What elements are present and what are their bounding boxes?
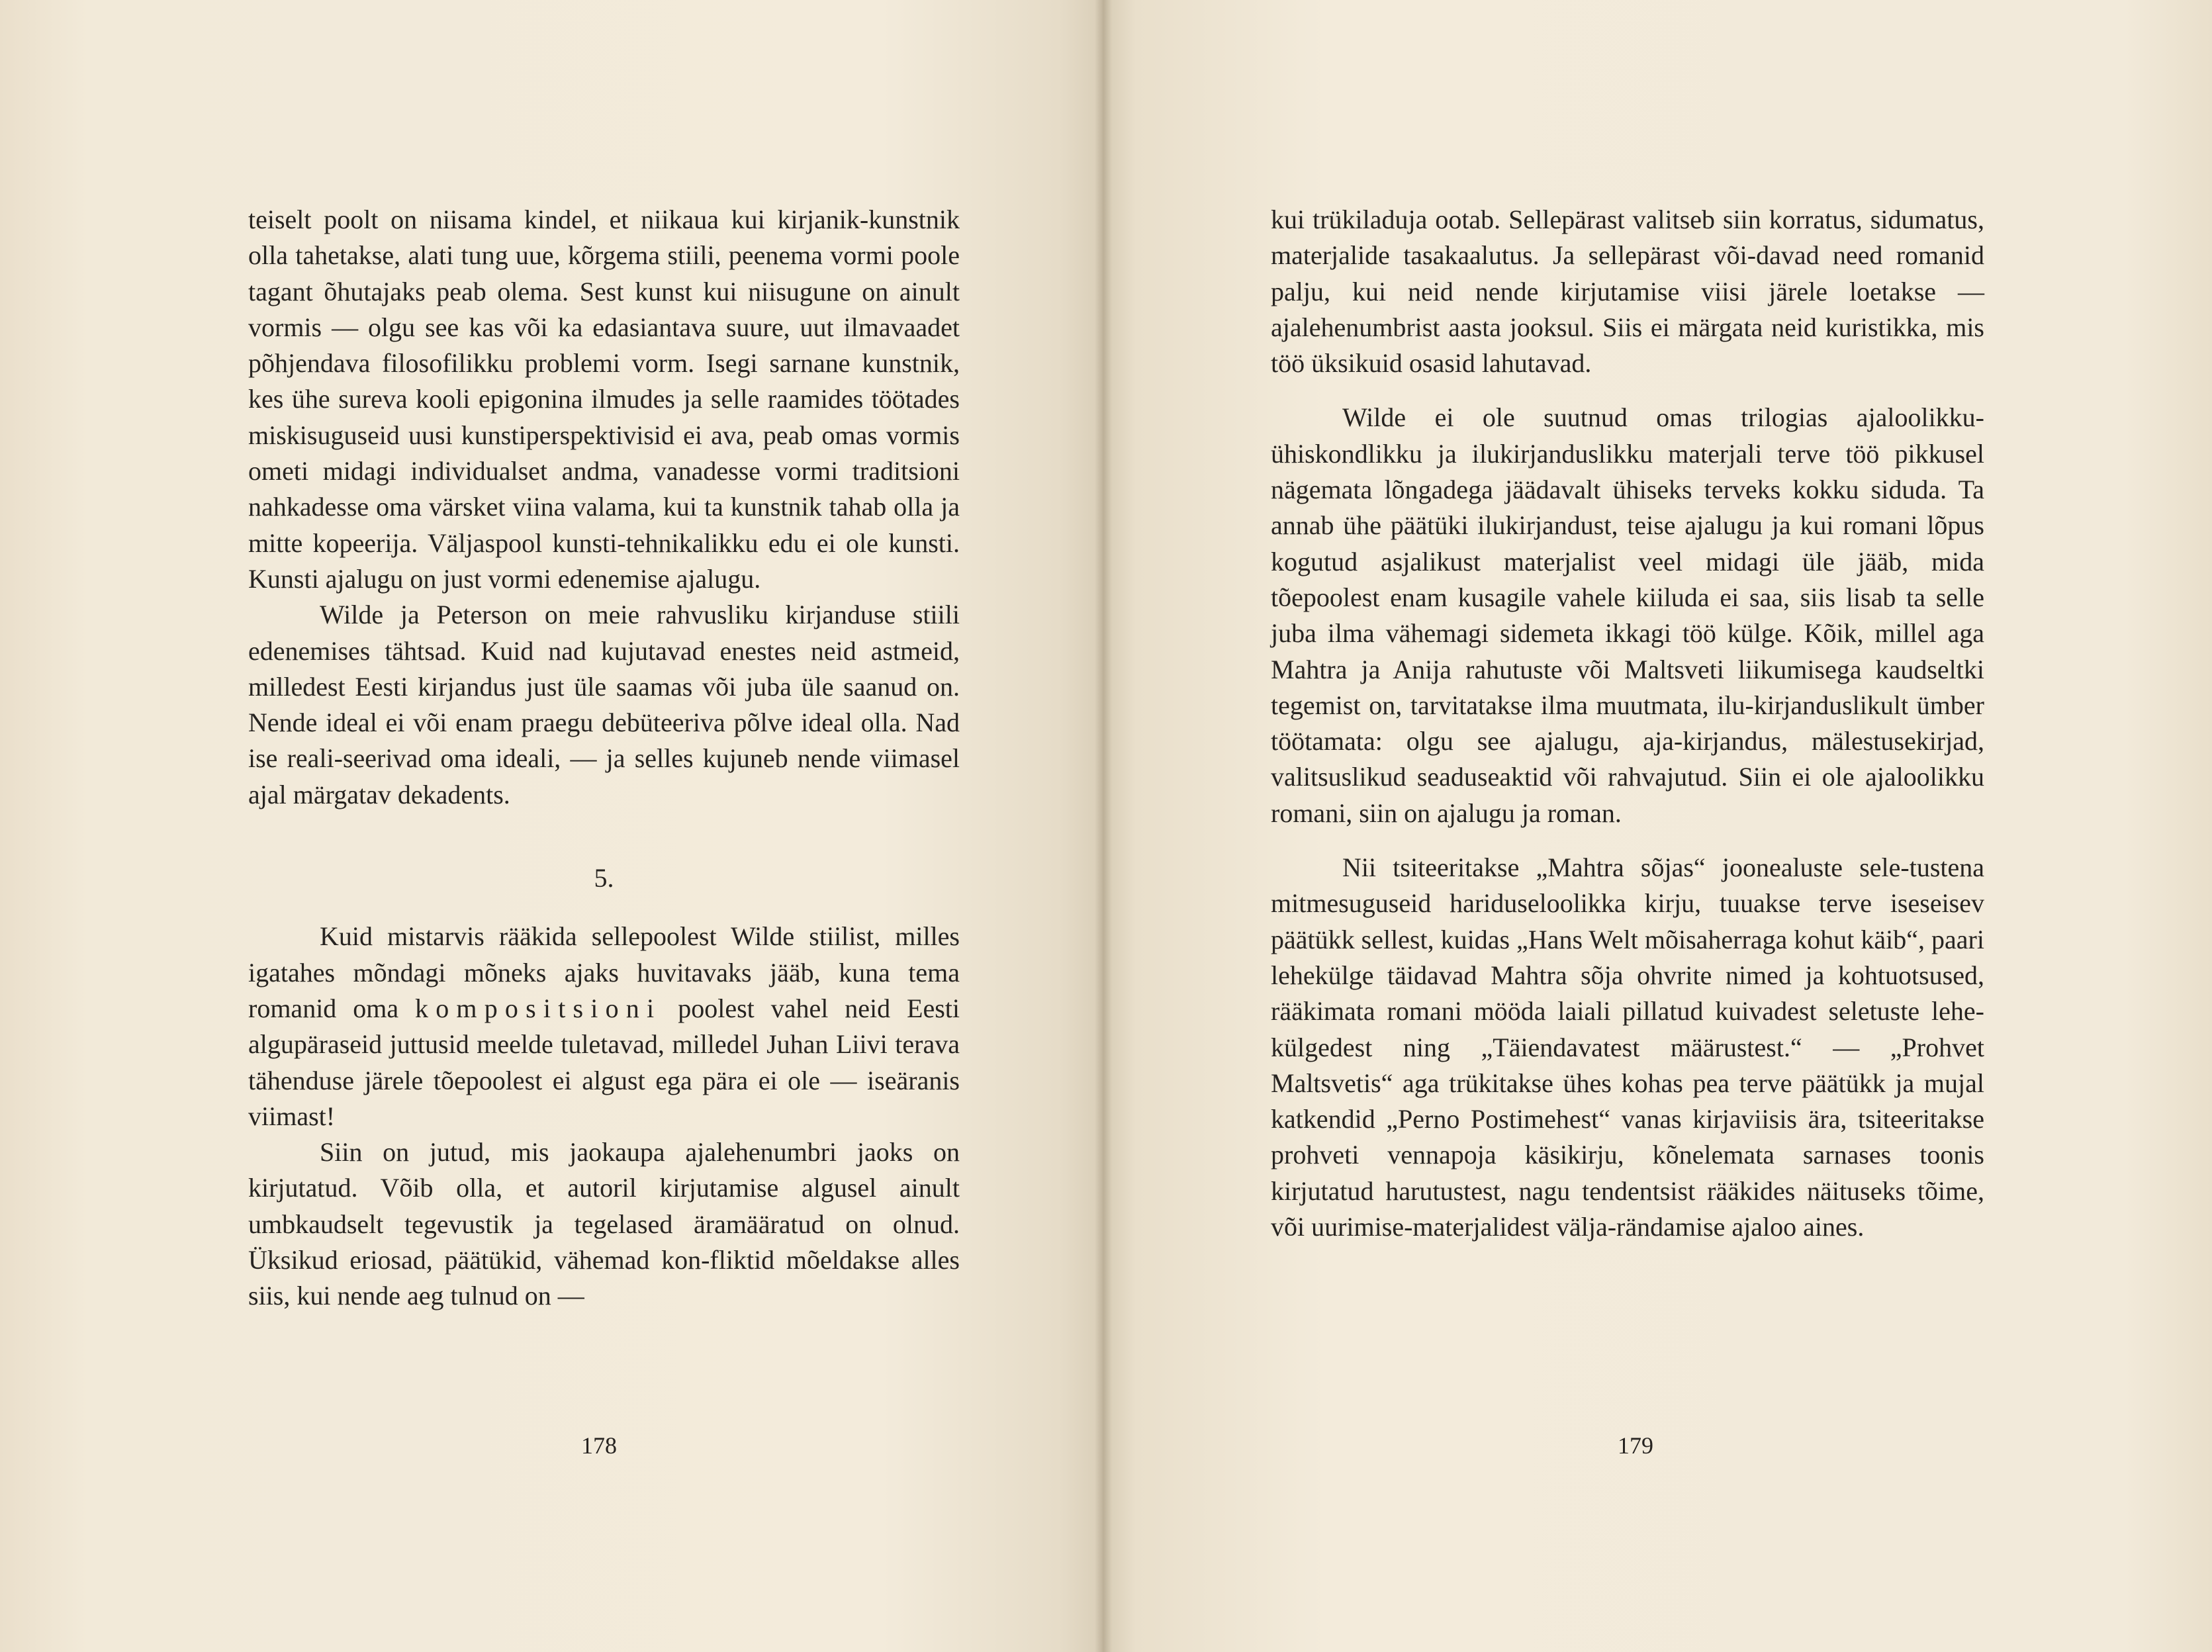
spaced-emphasis-word: kompositsioni <box>415 993 662 1023</box>
left-paragraph-3-start: Kuid mistarvis rääkida sellepoolest Wilde stiilist, milles igatahes mõndagi mõneks ajaks huvitavaks jääb, kuna tema romanid oma <box>248 921 960 1023</box>
left-paragraph-1: teiselt poolt on niisama kindel, et niikaua kui kirjanik-kunstnik olla tahetakse, alati tung uue, kõrgema stiili, peenema vormi poole tagant õhutajaks peab olema. Sest kunst kui niisugune on ainult vormis — olgu see kas või ka edasiantava suure, uut ilmavaadet põhjendava filosofilikku problemi vorm. Isegi sarnane kunstnik, kes ühe sureva kooli epigonina ilmudes ja selle raamides töötades miskisuguseid uusi kunstiperspektivisid ei ava, peab omas vormis ometi midagi individualset andma, vanadesse vormi traditsioni nahkadesse oma värsket viina valama, kui ta kunstnik tahab olla ja mitte kopeerija. Väljaspool kunsti-tehnikalikku edu ei ole kunsti. Kunsti ajalugu on just vormi edenemise ajalugu. <box>248 205 960 594</box>
page-number-right: 179 <box>1618 1432 1653 1459</box>
left-page <box>0 0 1103 1652</box>
left-paragraph-4: Siin on jutud, mis jaokaupa ajalehenumbri jaoks on kirjutatud. Võib olla, et autoril kirjutamise algusel ainult umbkaudselt tegevustik ja tegelased äramääratud on olnud. Üksikud eriosad, päätükid, vähemad kon-fliktid mõeldakse alles siis, kui nende aeg tulnud on — <box>248 1137 960 1311</box>
book-gutter <box>1095 0 1112 1652</box>
left-paragraph-3 <box>248 919 960 1134</box>
right-paragraph-3: Nii tsiteeritakse „Mahtra sõjas“ joonealuste sele-tustena mitmesuguseid hariduseloolikka kirju, tuuakse terve iseseisev päätükk sellest, kuidas „Hans Welt mõisaherraga kohut käib“, paari lehekülge täidavad Mahtra sõja ohvrite nimed ja kohtuotsused, rääkimata romani mööda laiali pillatud kuivadest seletuste lehe-külgedest ning „Täiendavatest määrustest.“ — „Prohvet Maltsvetis“ aga trükitakse ühes kohas pea terve päätükk ja mujal katkendid „Perno Postimehest“ vanas kirjaviisis ära, tsiteeritakse prohveti vennapoja käsikirju, kõnelemata sarnases toonis kirjutatud harutustest, nagu tendentsist rääkides näituseks tõime, või uurimise-materjalidest välja-rändamise ajaloo aines. <box>1271 852 1984 1242</box>
right-page <box>1103 0 2212 1652</box>
left-page-text <box>248 202 960 1314</box>
page-number-left: 178 <box>581 1432 617 1459</box>
right-paragraph-2: Wilde ei ole suutnud omas trilogias ajaloolikku-ühiskondlikku ja ilukirjanduslikku materjali terve töö pikkusel nägemata lõngadega jäädavalt ühiseks terveks kokku siduda. Ta annab ühe päätüki ilukirjandust, teise ajalugu ja kui romani lõpus kogutud asjalikust materjalist veel midagi üle jääb, mida tõepoolest enam kusagile vahele kiiluda ei saa, siis lisab ta selle juba ilma vähemagi sidemeta ikkagi töö külge. Kõik, millel aga Mahtra ja Anija rahutuste või Maltsveti liikumisega kaudseltki tegemist on, tarvitatakse ilma muutmata, ilu-kirjanduslikult ümber töötamata: olgu see ajalugu, aja-kirjandus, mälestusekirjad, valitsuslikud seaduseaktid või rahvajutud. Siin ei ole ajaloolikku romani, siin on ajalugu ja roman. <box>1271 402 1984 828</box>
right-page-text <box>1271 202 1984 1245</box>
section-heading: 5. <box>594 863 614 894</box>
left-paragraph-2: Wilde ja Peterson on meie rahvusliku kirjanduse stiili edenemises tähtsad. Kuid nad kujutavad enestes neid astmeid, milledest Eesti kirjandus just üle saamas või juba üle saanud on. Nende ideal ei või enam praegu debüteeriva põlve ideal olla. Nad ise reali-seerivad oma ideali, — ja selles kujuneb nende viimasel ajal märgatav dekadents. <box>248 600 960 809</box>
left-paragraph-3-end: poolest vahel neid Eesti algupäraseid juttusid meelde tuletavad, milledel Juhan Liivi terava tähenduse järele tõepoolest ei algust ega pära ei ole — iseäranis viimast! <box>248 993 960 1131</box>
right-paragraph-1: kui trükiladuja ootab. Sellepärast valitseb siin korratus, sidumatus, materjalide tasakaalutus. Ja sellepärast või-davad need romanid palju, kui neid nende kirjutamise viisi järele loetakse — ajalehenumbrist aasta jooksul. Siis ei märgata neid kuristikka, mis töö üksikuid osasid lahutavad. <box>1271 205 1984 379</box>
